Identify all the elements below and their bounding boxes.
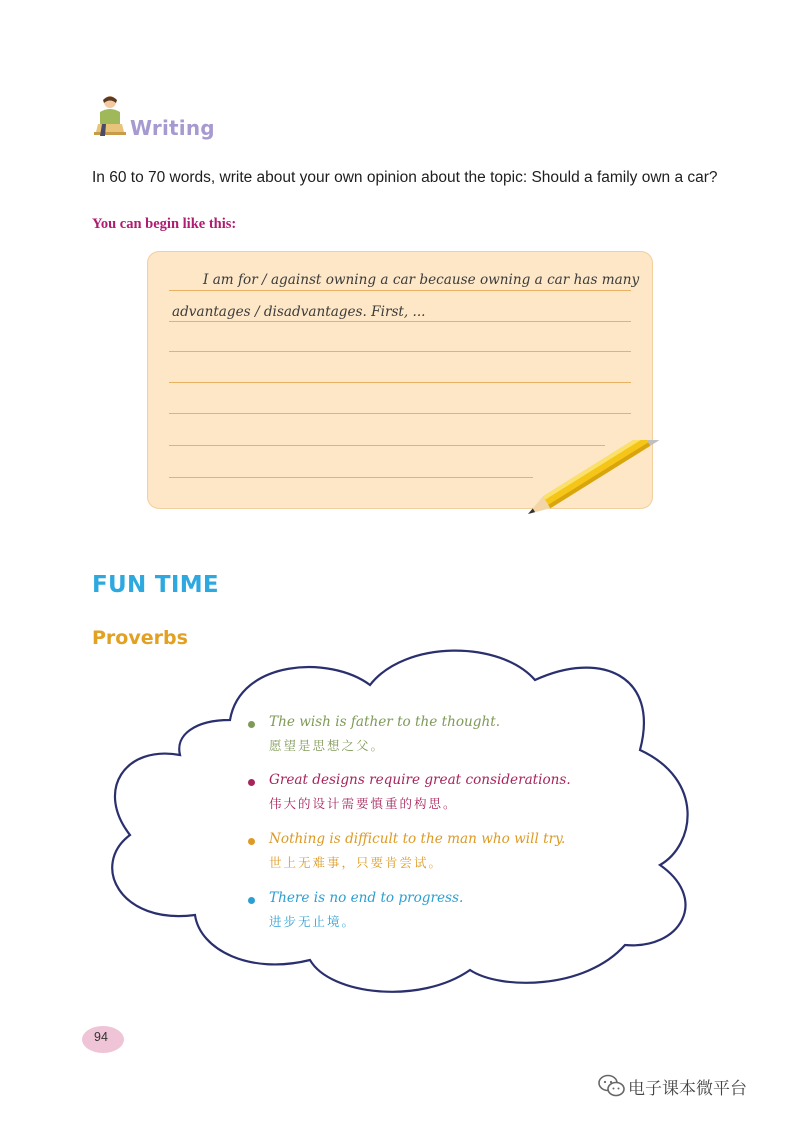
- begin-label: You can begin like this:: [92, 216, 237, 232]
- sample-text-line-1: I am for / against owning a car because owning a car has many: [203, 272, 640, 288]
- proverb-chinese: 愿望是思想之父。: [269, 738, 386, 753]
- proverb-chinese: 伟大的设计需要慎重的构思。: [269, 796, 458, 811]
- writing-line: [169, 290, 631, 291]
- pencil-icon: [520, 440, 670, 520]
- bullet-dot: [248, 897, 255, 904]
- writing-line: [169, 321, 631, 322]
- bullet-dot: [248, 721, 255, 728]
- writing-line: [169, 351, 631, 352]
- proverb-english: The wish is father to the thought.: [269, 714, 501, 730]
- proverb-english: Nothing is difficult to the man who will try.: [269, 831, 566, 847]
- bullet-dot: [248, 838, 255, 845]
- writing-instruction: In 60 to 70 words, write about your own opinion about the topic: Should a family own a car?: [92, 169, 718, 186]
- writing-line: [169, 382, 631, 383]
- writing-title: Writing: [130, 116, 215, 140]
- proverb-english: Great designs require great considerations.: [269, 772, 571, 788]
- writing-line: [169, 413, 631, 414]
- bullet-dot: [248, 779, 255, 786]
- proverb-english: There is no end to progress.: [269, 890, 464, 906]
- watermark-text: 电子课本微平台: [628, 1079, 747, 1099]
- wechat-icon: [597, 1073, 627, 1099]
- proverb-chinese: 进步无止境。: [269, 914, 357, 929]
- fun-time-title: FUN TIME: [92, 572, 219, 598]
- writing-line: [169, 477, 533, 478]
- page-number: 94: [94, 1030, 108, 1044]
- proverb-chinese: 世上无难事，只要肯尝试。: [269, 855, 444, 870]
- proverbs-title: Proverbs: [92, 627, 188, 649]
- sample-text-line-2: advantages / disadvantages. First, ...: [172, 304, 426, 320]
- cloud-outline: [80, 630, 720, 1005]
- student-writing-icon: [88, 94, 128, 138]
